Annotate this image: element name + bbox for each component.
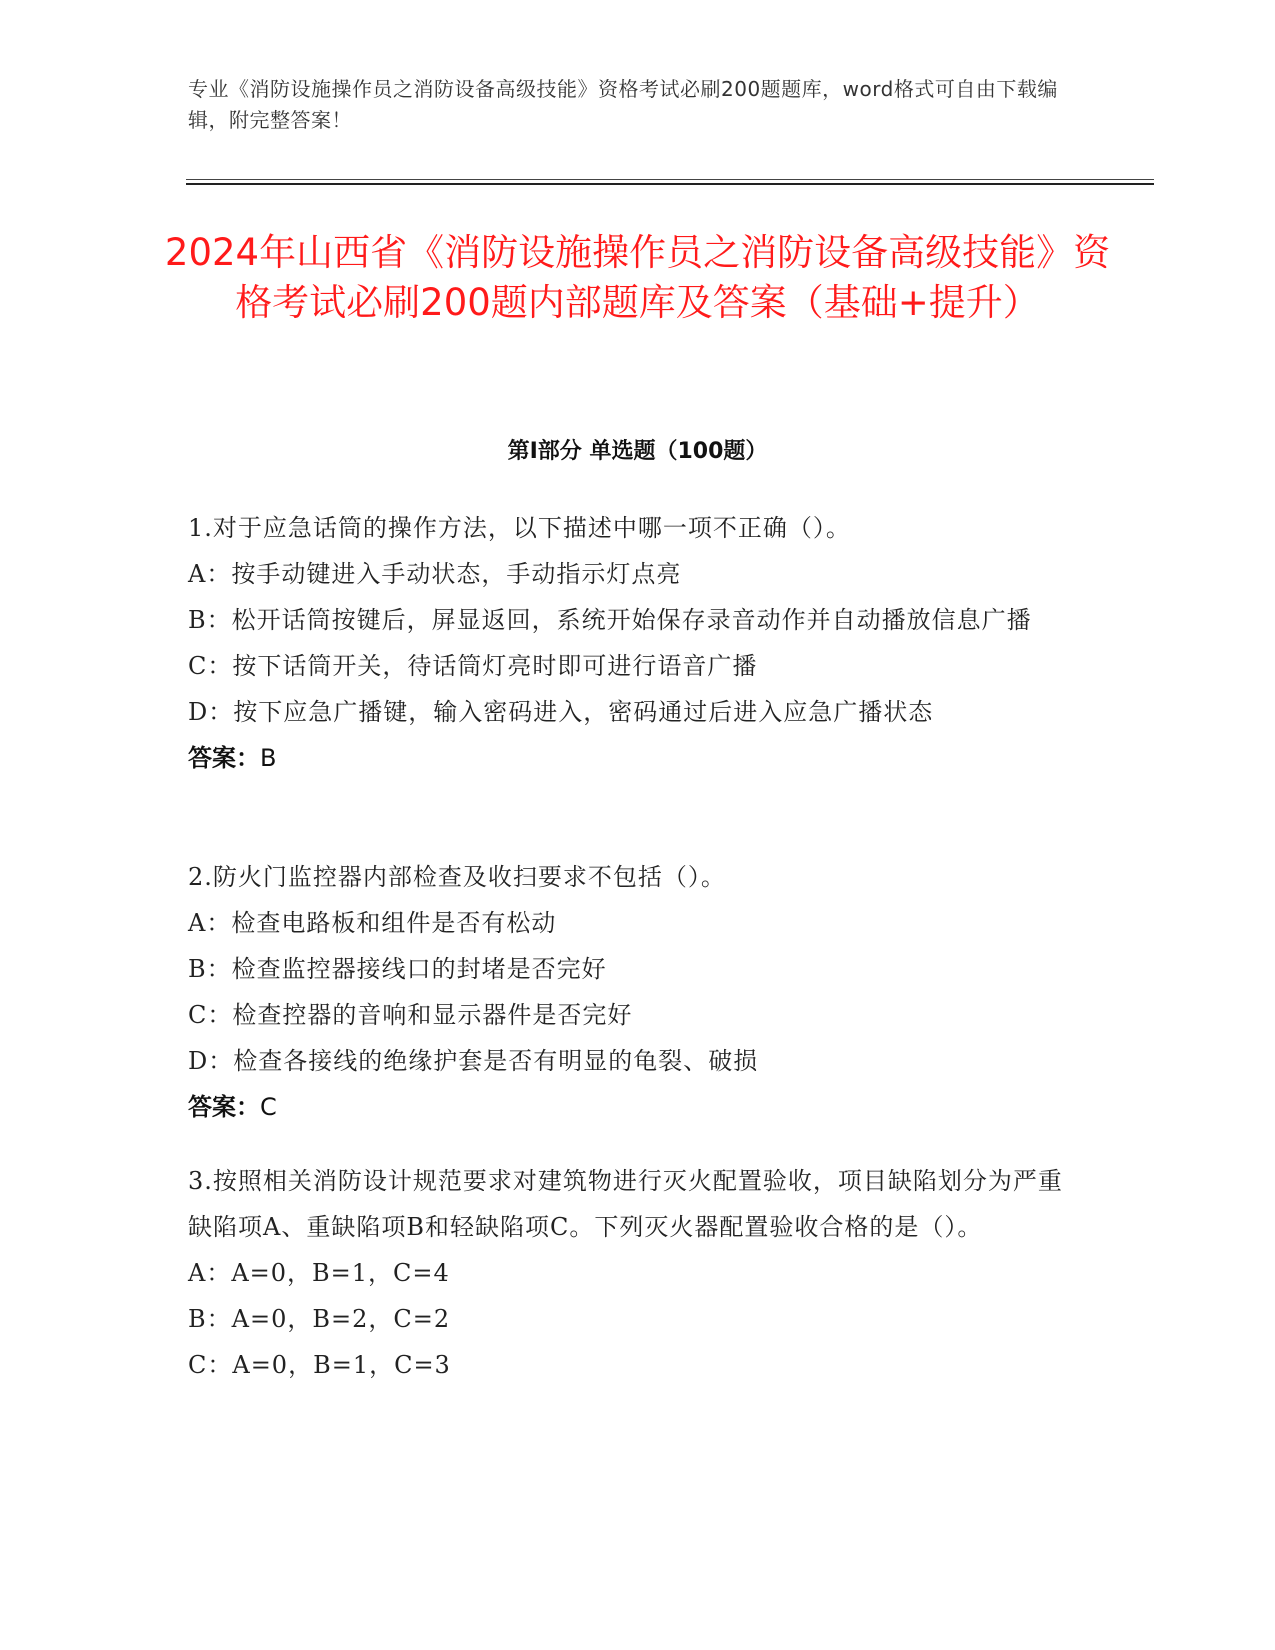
divider-thin-line [186,179,1154,180]
question-3 [188,1158,1078,1388]
answer-value: B [260,744,277,772]
option-a: A：按手动键进入手动状态，手动指示灯点亮 [188,560,682,588]
answer [188,735,1078,781]
question-stem: 3.按照相关消防设计规范要求对建筑物进行灭火配置验收，项目缺陷划分为严重缺陷项A、重缺陷项B和轻缺陷项C。下列灭火器配置验收合格的是（）。 [188,1167,1063,1241]
header-divider [186,179,1154,185]
option-a: A：A=0，B=1，C=4 [188,1259,450,1287]
option-b: B：松开话筒按键后，屏显返回，系统开始保存录音动作并自动播放信息广播 [188,606,1032,634]
divider-thick-line [186,183,1154,185]
answer [188,1084,1078,1130]
option-b: B：检查监控器接线口的封堵是否完好 [188,955,607,983]
header-note: 专业《消防设施操作员之消防设备高级技能》资格考试必刷200题题库，word格式可自由下载编辑，附完整答案！ [188,77,1058,132]
option-d: D：按下应急广播键，输入密码进入，密码通过后进入应急广播状态 [188,698,934,726]
option-b: B：A=0，B=2，C=2 [188,1305,451,1333]
answer-value: C [260,1093,277,1121]
question-2 [188,854,1078,1130]
section-heading: 第Ⅰ部分 单选题（100题） [507,439,768,464]
answer-label: 答案： [188,744,260,772]
document-title: 2024年山西省《消防设施操作员之消防设备高级技能》资格考试必刷200题内部题库及答案（基础+提升） [164,231,1111,324]
question-1 [188,505,1078,781]
option-a: A：检查电路板和组件是否有松动 [188,909,557,937]
option-d: D：检查各接线的绝缘护套是否有明显的龟裂、破损 [188,1047,759,1075]
question-stem: 2.防火门监控器内部检查及收扫要求不包括（）。 [188,863,726,891]
question-stem: 1.对于应急话筒的操作方法，以下描述中哪一项不正确（）。 [188,514,851,542]
option-c: C：检查控器的音响和显示器件是否完好 [188,1001,633,1029]
answer-label: 答案： [188,1093,260,1121]
option-c: C：A=0，B=1，C=3 [188,1351,451,1379]
option-c: C：按下话筒开关，待话筒灯亮时即可进行语音广播 [188,652,758,680]
